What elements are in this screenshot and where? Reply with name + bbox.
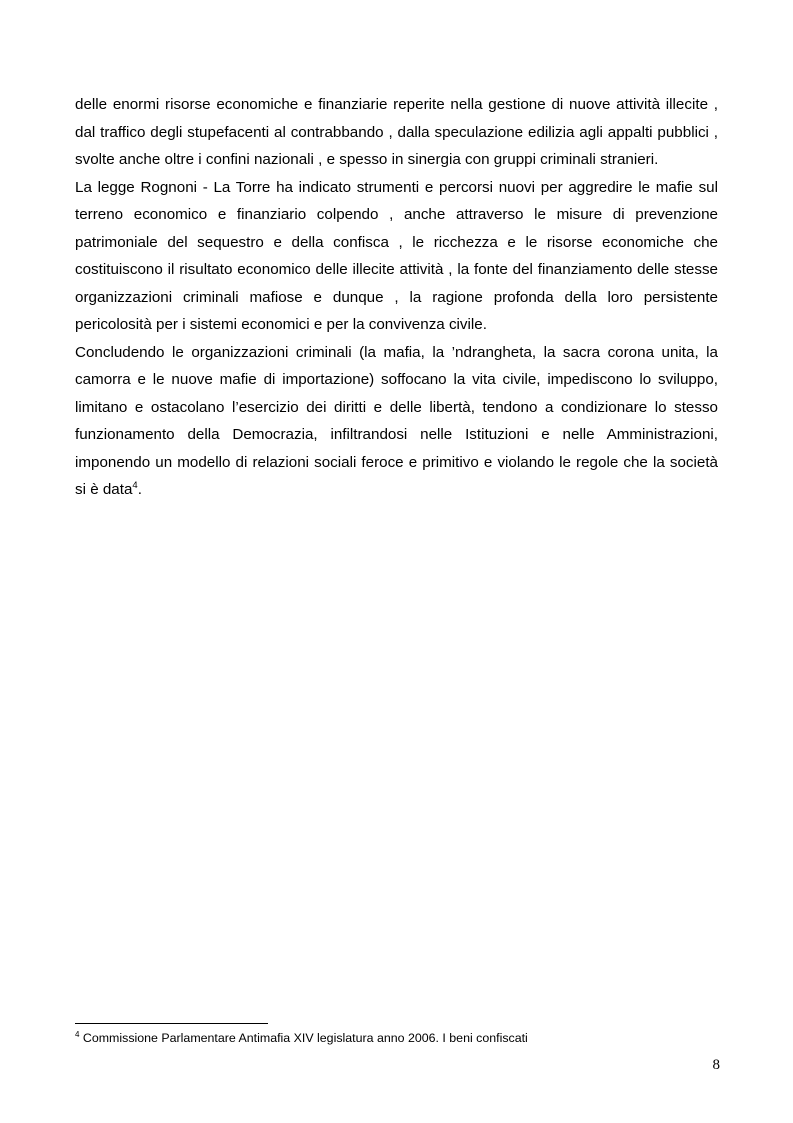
footnote-number: 4 (75, 1029, 80, 1039)
body-text (75, 91, 718, 504)
footnote-reference[interactable]: 4 (132, 479, 138, 491)
paragraph: delle enormi risorse economiche e finanziarie reperite nella gestione di nuove attività illecite , dal traffico degli stupefacenti al contrabbando , dalla speculazione edilizia agli appalti pubblici , svolte anche oltre i confini nazionali , e spesso in sinergia con gruppi criminali stranieri. (75, 96, 718, 168)
footnote-text: Commissione Parlamentare Antimafia XIV legislatura anno 2006. I beni confiscati (79, 1031, 528, 1045)
page-number: 8 (712, 1057, 720, 1073)
footnote-separator (75, 1023, 268, 1024)
paragraph: La legge Rognoni - La Torre ha indicato strumenti e percorsi nuovi per aggredire le mafie sul terreno economico e finanziario colpendo , anche attraverso le misure di prevenzione patrimoniale del sequestro e della confisca , le ricchezza e le risorse economiche che costituiscono il risultato economico delle illecite attività , la fonte del finanziamento delle stesse organizzazioni criminali mafiose e dunque , la ragione profonda della loro persistente pericolosità per i sistemi economici e per la convivenza civile. (75, 178, 718, 333)
footnote (75, 1030, 718, 1046)
paragraph (75, 339, 718, 504)
paragraph-text: Concludendo le organizzazioni criminali (la mafia, la ’ndrangheta, la sacra corona unita, la camorra e le nuove mafie di importazione) soffocano la vita civile, impediscono lo sviluppo, limitano e ostacolano l’esercizio dei diritti e delle libertà, tendono a condizionare lo stesso funzionamento della Democrazia, infiltrandosi nelle Istituzioni e nelle Amministrazioni, imponendo un modello di relazioni sociali feroce e primitivo e violando le regole che la società si è data (75, 343, 718, 498)
paragraph-punctuation: . (137, 481, 142, 498)
